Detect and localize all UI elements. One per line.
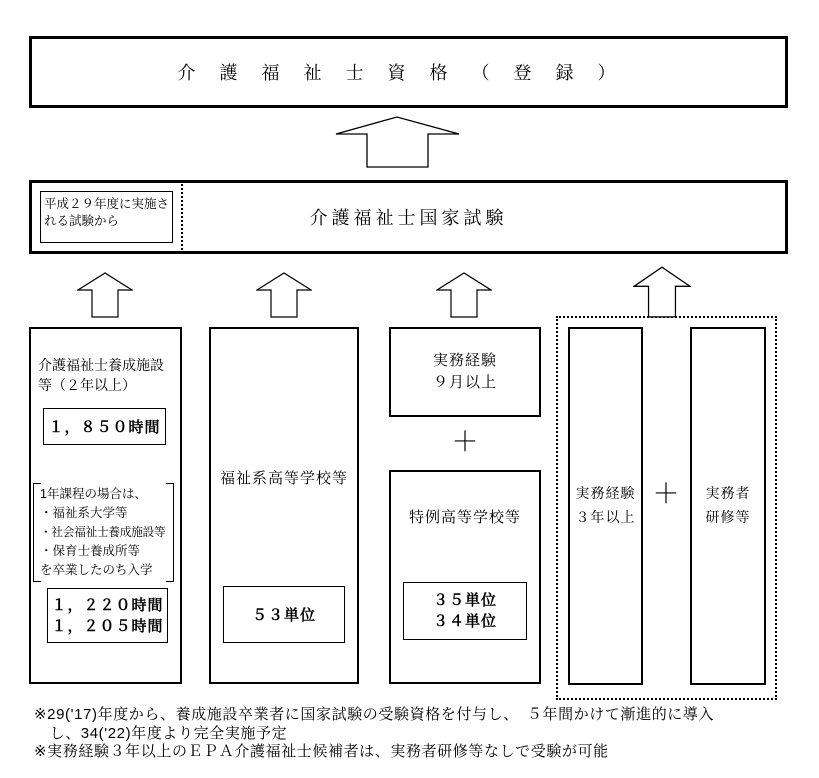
plus-sign: ＋	[652, 479, 680, 509]
training-facility-label: 介護福祉士養成施設等（２年以上）	[38, 357, 164, 394]
work-experience-route-group	[556, 316, 777, 700]
up-arrow-icon	[633, 266, 691, 318]
practitioner-training-label-line: 研修等	[705, 509, 751, 525]
special-high-school-units-line: ３４単位	[432, 613, 497, 630]
training-facility-alt-hours-line: １，２２０時間	[51, 596, 164, 614]
exam-title: 介護福祉士国家試験	[309, 208, 508, 228]
special-high-school-label: 特例高等学校等	[408, 509, 521, 526]
plus-sign: ＋	[451, 427, 479, 457]
registration-title-box	[29, 36, 788, 108]
national-exam-box	[29, 180, 788, 254]
work-experience-label: 実務経験	[575, 485, 636, 502]
work-experience-9months-box	[389, 327, 541, 417]
training-facility-hours: １，８５０時間	[48, 419, 161, 436]
one-year-course-note-line: ・保育士養成所等	[40, 544, 141, 558]
special-high-school-units-box	[403, 582, 527, 640]
one-year-course-note-line: 1年課程の場合は、	[40, 487, 147, 501]
route-welfare-high-school-box	[209, 327, 359, 684]
welfare-high-school-label: 福祉系高等学校等	[219, 470, 348, 487]
route-special-high-school-box	[389, 470, 541, 684]
work-experience-3years-box	[568, 327, 643, 685]
practitioner-training-box	[690, 327, 766, 685]
one-year-course-note	[33, 483, 174, 582]
footnotes	[34, 706, 804, 762]
footnote-line: ※実務経験３年以上のＥＰＡ介護福祉士候補者は、実務者研修等なしで受験が可能	[34, 743, 609, 760]
one-year-course-note-line: ・福祉系大学等	[40, 506, 128, 520]
training-facility-alt-hours-box	[47, 588, 168, 643]
work-experience-label: 実務経験	[432, 351, 497, 369]
exam-start-note: 平成２９年度に実施される試験から	[44, 197, 170, 228]
work-experience-duration: ９月以上	[432, 374, 497, 391]
up-arrow-icon	[436, 272, 492, 318]
special-high-school-units-line: ３５単位	[432, 592, 497, 609]
up-arrow-icon	[335, 116, 460, 168]
welfare-high-school-units: ５３単位	[251, 607, 316, 624]
one-year-course-note-line: を卒業したのち入学	[40, 563, 153, 577]
up-arrow-icon	[256, 272, 312, 318]
training-facility-alt-hours-line: １，２０５時間	[51, 617, 164, 635]
up-arrow-icon	[77, 272, 133, 318]
practitioner-training-label-line: 実務者	[705, 485, 751, 502]
work-experience-duration: ３年以上	[575, 509, 636, 525]
one-year-course-note-line: ・社会福祉士養成施設等	[40, 526, 166, 539]
route-training-facility-box	[29, 327, 182, 684]
welfare-high-school-units-box	[223, 586, 345, 643]
registration-title: 介護福祉士資格（登録）	[177, 63, 640, 83]
footnote-line: し、34('22)年度より完全実施予定	[34, 724, 288, 742]
footnote-line: ※29('17)年度から、養成施設卒業者に国家試験の受験資格を付与し、 ５年間かけて漸進的に導入	[34, 706, 715, 723]
training-facility-hours-box	[43, 408, 166, 445]
